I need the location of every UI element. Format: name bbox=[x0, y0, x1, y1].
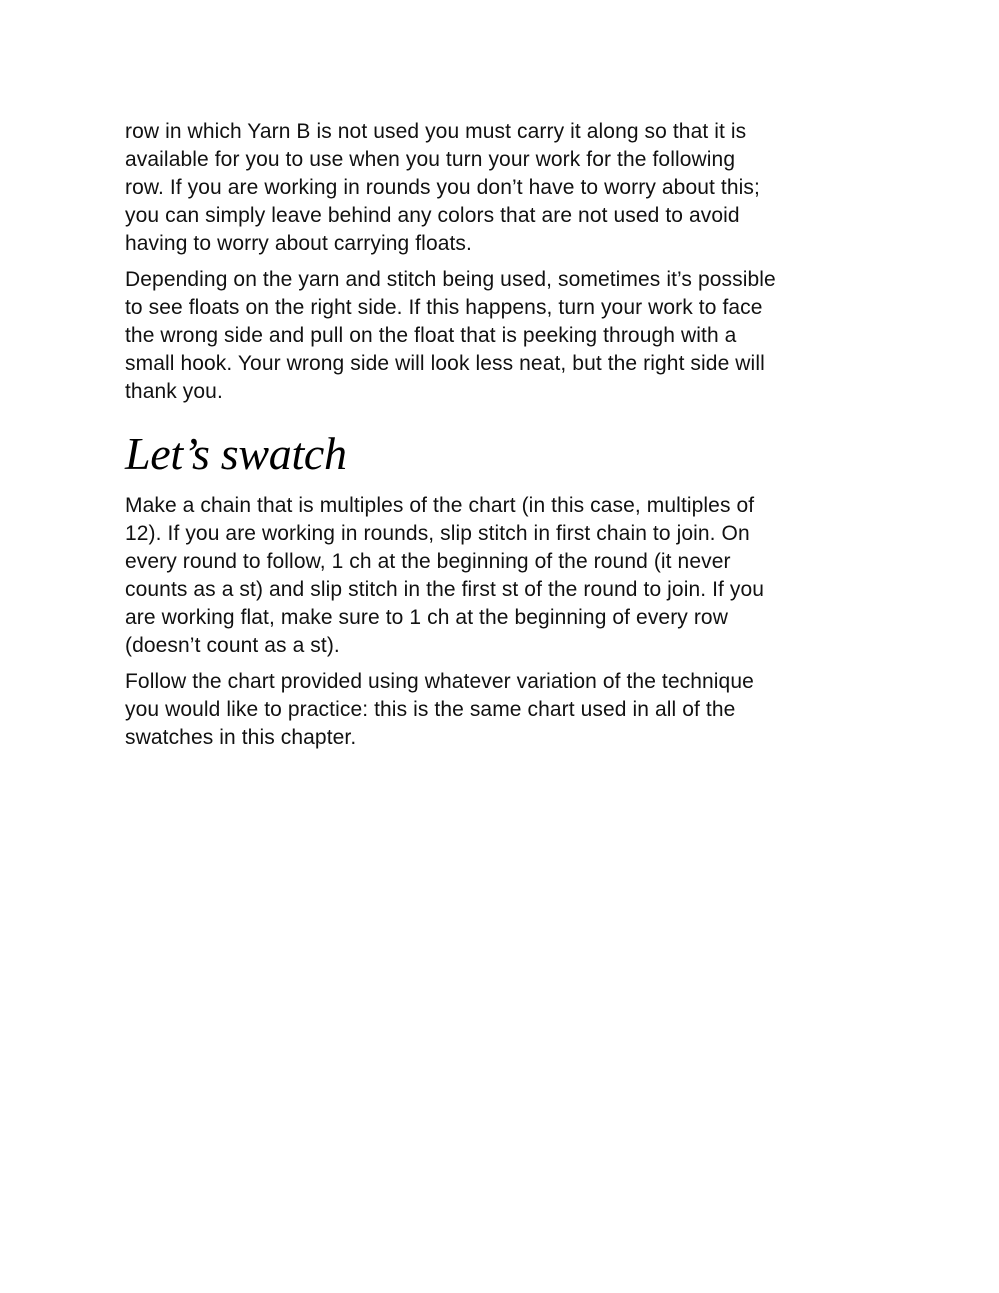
body-paragraph: Follow the chart provided using whatever variation of the technique you would like to practice: this is the same chart used in all of the swatches in this chapter. bbox=[125, 670, 754, 749]
page-content bbox=[125, 118, 885, 752]
body-paragraph: Make a chain that is multiples of the chart (in this case, multiples of 12). If you are working in rounds, slip stitch in first chain to join. On every round to follow, 1 ch at the beginning of the round (it never counts as a st) and slip stitch in the first st of the round to join. If you are working flat, make sure to 1 ch at the beginning of every row (doesn’t count as a st). bbox=[125, 494, 765, 657]
section-heading: Let’s swatch bbox=[125, 428, 347, 479]
body-paragraph: row in which Yarn B is not used you must carry it along so that it is available for you to use when you turn your work for the following row. If you are working in rounds you don’t have to worry about this; you can simply leave behind any colors that are not used to avoid having to worry about carrying floats. bbox=[125, 120, 760, 255]
body-paragraph: Depending on the yarn and stitch being used, sometimes it’s possible to see floats on the right side. If this happens, turn your work to face the wrong side and pull on the float that is peeking through with a small hook. Your wrong side will look less neat, but the right side will thank you. bbox=[125, 268, 776, 403]
